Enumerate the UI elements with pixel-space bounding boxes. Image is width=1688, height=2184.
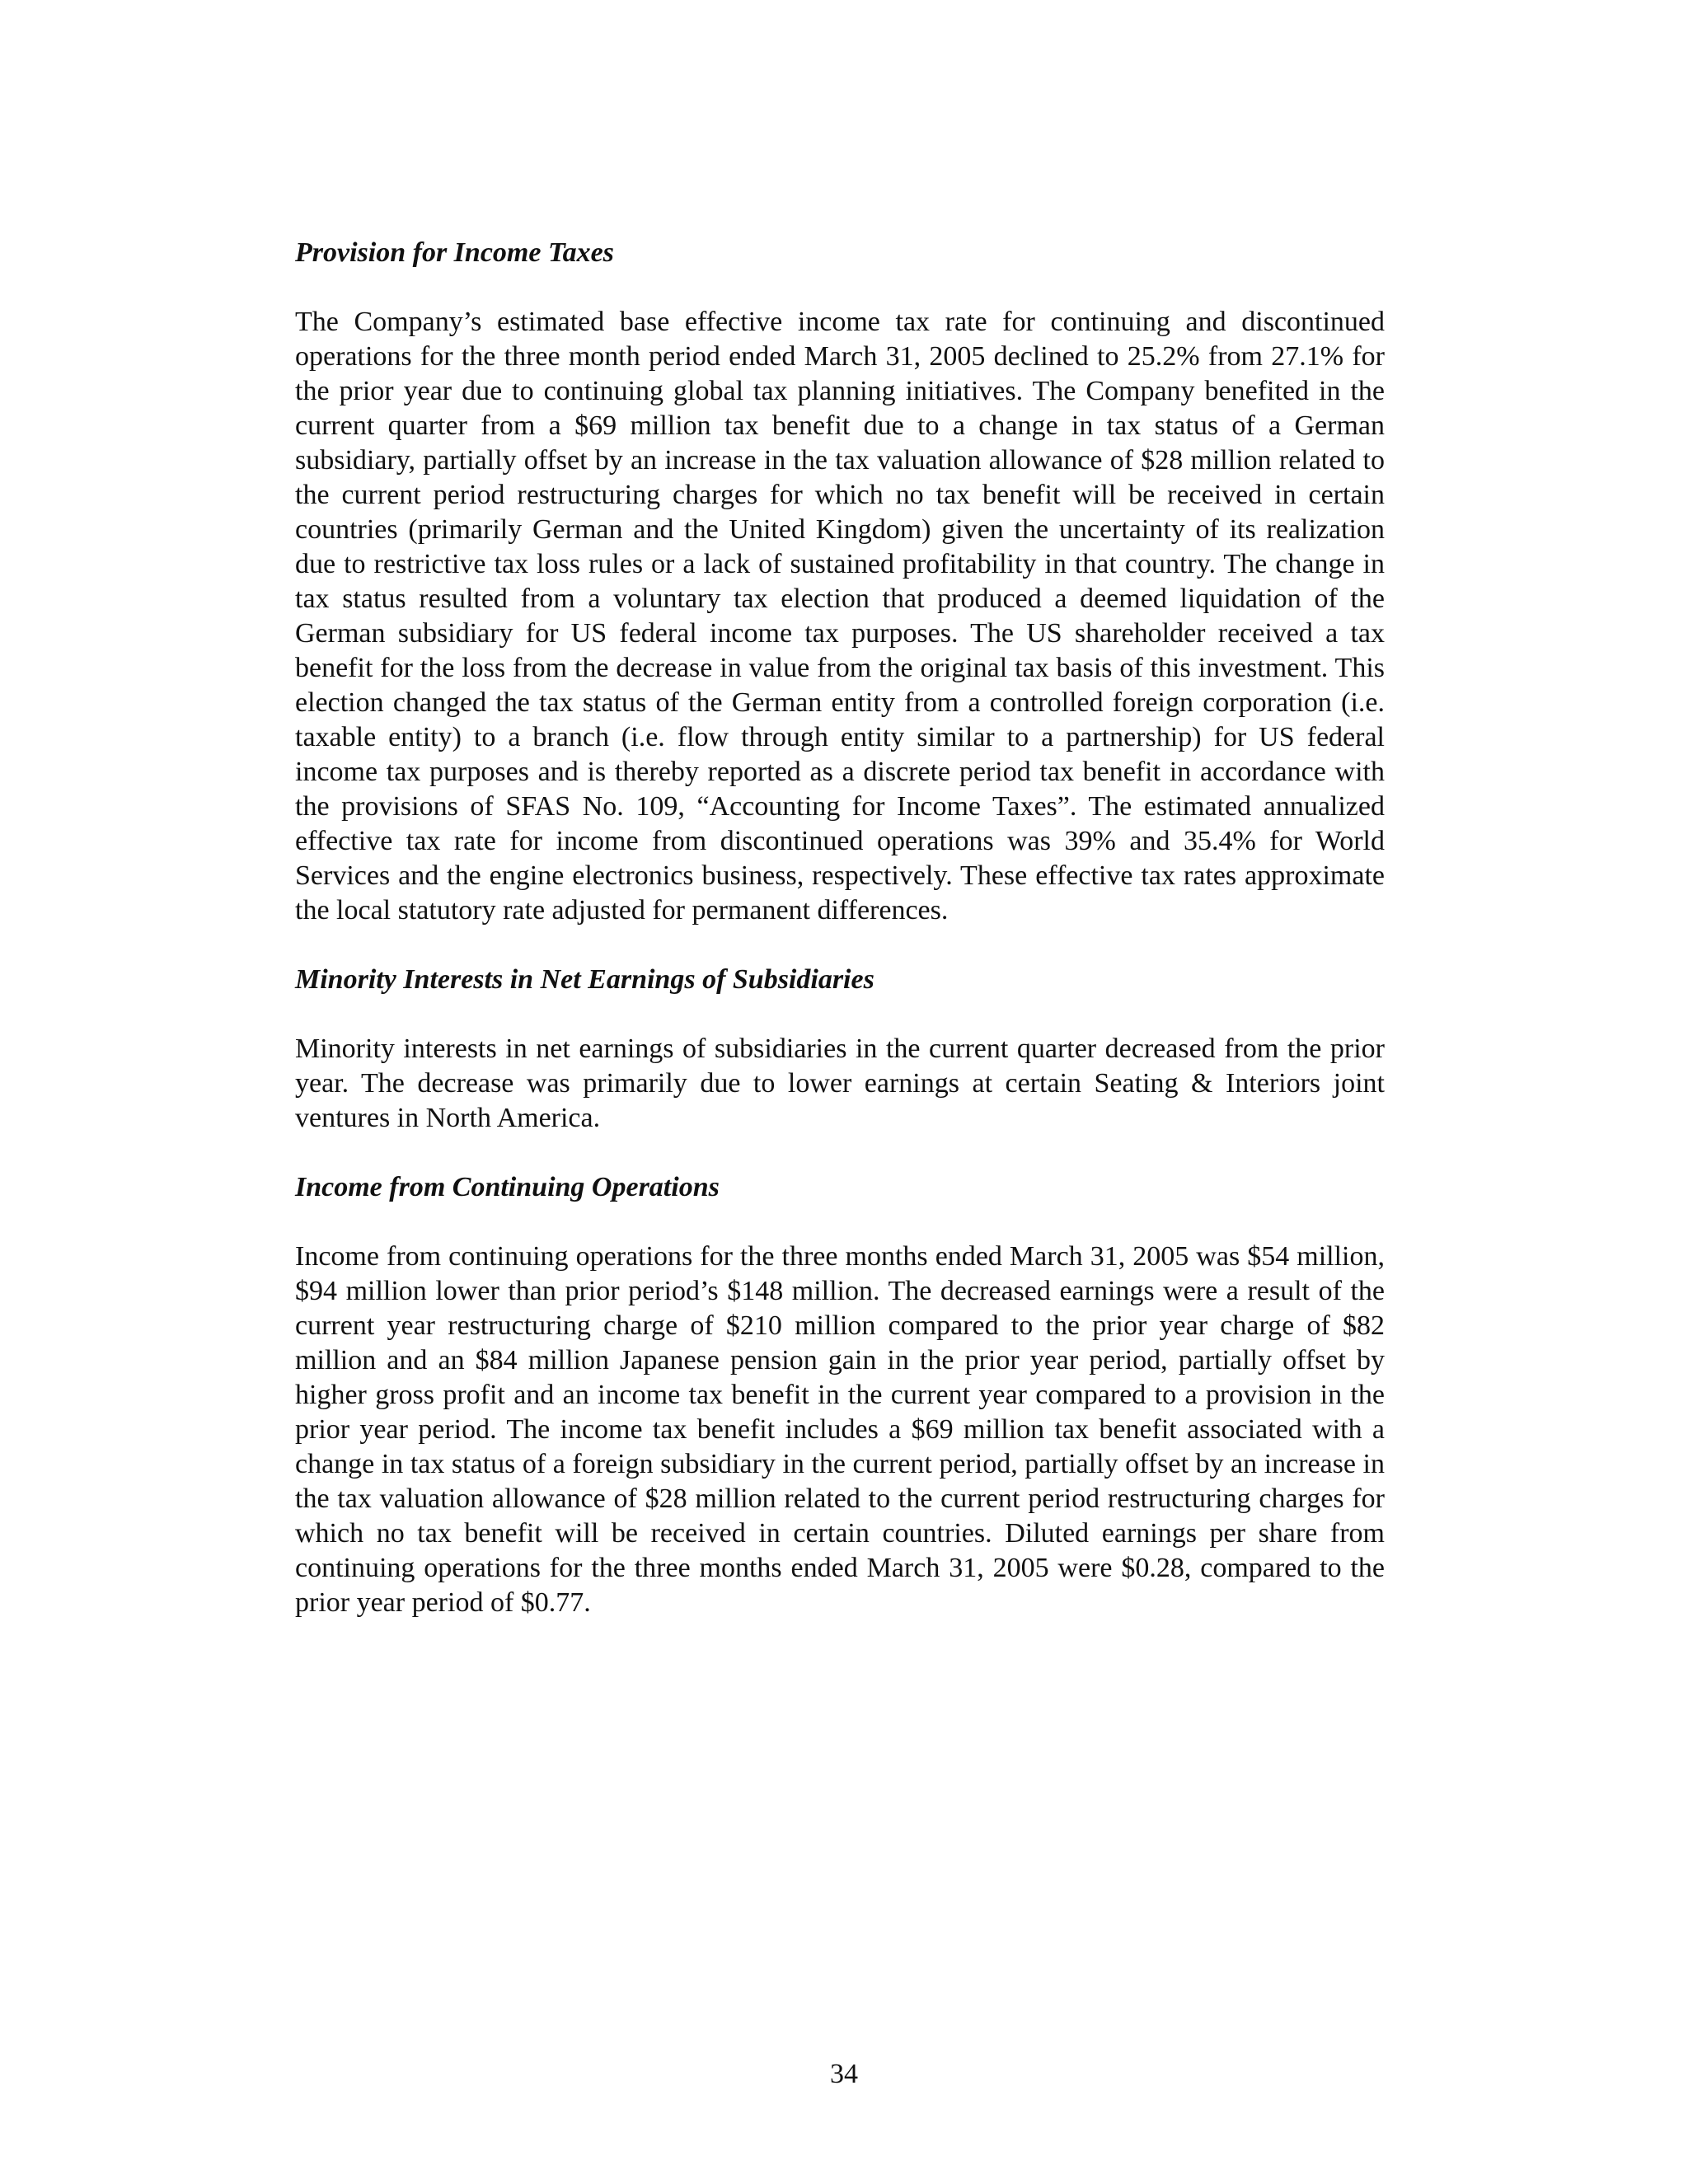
paragraph-provision-for-income-taxes: The Company’s estimated base effective income tax rate for continuing and discontinued operations for the three month period ended March 31, 2005 declined to 25.2% from 27.1% for the prior year due to continuing global tax planning initiatives. The Company benefited in the current quarter from a $69 million tax benefit due to a change in tax status of a German subsidiary, partially offset by an increase in the tax valuation allowance of $28 million related to the current period restructuring charges for which no tax benefit will be received in certain countries (primarily German and the United Kingdom) given the uncertainty of its realization due to restrictive tax loss rules or a lack of sustained profitability in that country. The change in tax status resulted from a voluntary tax election that produced a deemed liquidation of the German subsidiary for US federal income tax purposes. The US shareholder received a tax benefit for the loss from the decrease in value from the original tax basis of this investment. This election changed the tax status of the German entity from a controlled foreign corporation (i.e. taxable entity) to a branch (i.e. flow through entity similar to a partnership) for US federal income tax purposes and is thereby reported as a discrete period tax benefit in accordance with the provisions of SFAS No. 109, “Accounting for Income Taxes”. The estimated annualized effective tax rate for income from discontinued operations was 39% and 35.4% for World Services and the engine electronics business, respectively. These effective tax rates approximate the local statutory rate adjusted for permanent differences. bbox=[295, 307, 1385, 926]
section-heading-income-from-continuing-operations: Income from Continuing Operations bbox=[295, 1172, 720, 1202]
page-number: 34 bbox=[830, 2059, 858, 2089]
paragraph-minority-interests: Minority interests in net earnings of subsidiaries in the current quarter decreased from the prior year. The decrease was primarily due to lower earnings at certain Seating & Interiors joint ventures in North America. bbox=[295, 1033, 1385, 1133]
document-body bbox=[295, 236, 1385, 1655]
paragraph-income-from-continuing-operations: Income from continuing operations for the three months ended March 31, 2005 was $54 million, $94 million lower than prior period’s $148 million. The decreased earnings were a result of the current year restructuring charge of $210 million compared to the prior year charge of $82 million and an $84 million Japanese pension gain in the prior year period, partially offset by higher gross profit and an income tax benefit in the current year compared to a provision in the prior year period. The income tax benefit includes a $69 million tax benefit associated with a change in tax status of a foreign subsidiary in the current period, partially offset by an increase in the tax valuation allowance of $28 million related to the current period restructuring charges for which no tax benefit will be received in certain countries. Diluted earnings per share from continuing operations for the three months ended March 31, 2005 were $0.28, compared to the prior year period of $0.77. bbox=[295, 1241, 1385, 1618]
section-heading-provision-for-income-taxes: Provision for Income Taxes bbox=[295, 237, 614, 268]
section-heading-minority-interests: Minority Interests in Net Earnings of Subsidiaries bbox=[295, 964, 874, 995]
